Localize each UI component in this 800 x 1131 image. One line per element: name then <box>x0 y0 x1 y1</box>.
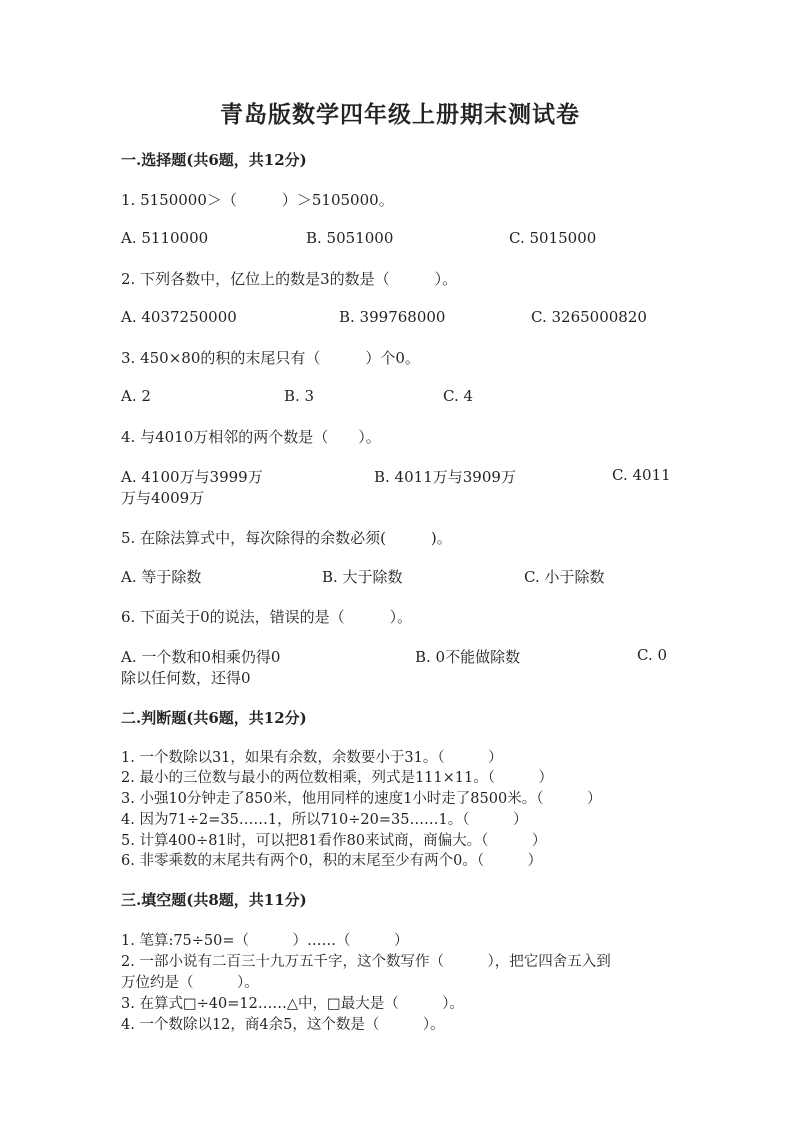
option-c: C. 4 <box>443 387 474 405</box>
option-b: B. 4011万与3909万 <box>374 468 516 486</box>
option-b: B. 大于除数 <box>322 568 403 586</box>
option-c: C. 5015000 <box>509 229 597 247</box>
fill-item: 4. 一个数除以12，商4余5，这个数是（ ）。 <box>121 1017 445 1033</box>
fill-item: 1. 笔算:75÷50=（ ）……（ ） <box>121 933 409 949</box>
fill-item: 3. 在算式□÷40=12……△中，□最大是（ ）。 <box>121 996 464 1012</box>
question-stem: 1. 5150000＞（ ）＞5105000。 <box>121 191 394 209</box>
page-title: 青岛版数学四年级上册期末测试卷 <box>220 101 580 128</box>
option-a: A. 4037250000 <box>121 308 237 326</box>
option-b: B. 399768000 <box>339 308 446 326</box>
section-heading-judge: 二.判断题(共6题，共12分) <box>121 709 307 727</box>
option-c: C. 小于除数 <box>524 568 605 586</box>
section-heading-fill: 三.填空题(共8题，共11分) <box>121 891 307 909</box>
question-stem: 6. 下面关于0的说法，错误的是（ ）。 <box>121 608 413 626</box>
judge-item: 4. 因为71÷2=35……1，所以710÷20=35……1。（ ） <box>121 812 528 828</box>
option-c-continuation: 万与4009万 <box>121 489 205 507</box>
option-a: A. 一个数和0相乘仍得0 <box>121 648 281 666</box>
option-b: B. 0不能做除数 <box>415 648 521 666</box>
question-stem: 3. 450×80的积的末尾只有（ ）个0。 <box>121 349 420 367</box>
option-b: B. 5051000 <box>306 229 394 247</box>
option-c: C. 0 <box>637 646 668 664</box>
judge-item: 5. 计算400÷81时，可以把81看作80来试商，商偏大。（ ） <box>121 833 547 849</box>
fill-item-continuation: 万位约是（ ）。 <box>121 975 259 991</box>
judge-item: 3. 小强10分钟走了850米，他用同样的速度1小时走了8500米。（ ） <box>121 791 602 807</box>
fill-item: 2. 一部小说有二百三十九万五千字，这个数写作（ ），把它四舍五入到 <box>121 954 611 970</box>
option-c: C. 3265000820 <box>531 308 647 326</box>
option-a: A. 4100万与3999万 <box>121 468 263 486</box>
judge-item: 1. 一个数除以31，如果有余数，余数要小于31。（ ） <box>121 750 503 766</box>
option-a: A. 2 <box>121 387 151 405</box>
option-c-continuation: 除以任何数，还得0 <box>121 669 251 687</box>
question-stem: 2. 下列各数中，亿位上的数是3的数是（ ）。 <box>121 270 458 288</box>
judge-item: 2. 最小的三位数与最小的两位数相乘，列式是111×11。（ ） <box>121 770 553 786</box>
option-a: A. 等于除数 <box>121 568 202 586</box>
section-heading-choice: 一.选择题(共6题，共12分) <box>121 151 307 169</box>
judge-item: 6. 非零乘数的末尾共有两个0，积的末尾至少有两个0。（ ） <box>121 853 543 869</box>
option-a: A. 5110000 <box>121 229 209 247</box>
option-b: B. 3 <box>284 387 315 405</box>
question-stem: 5. 在除法算式中，每次除得的余数必须( )。 <box>121 529 452 547</box>
option-c: C. 4011 <box>612 466 671 484</box>
question-stem: 4. 与4010万相邻的两个数是（ ）。 <box>121 428 381 446</box>
